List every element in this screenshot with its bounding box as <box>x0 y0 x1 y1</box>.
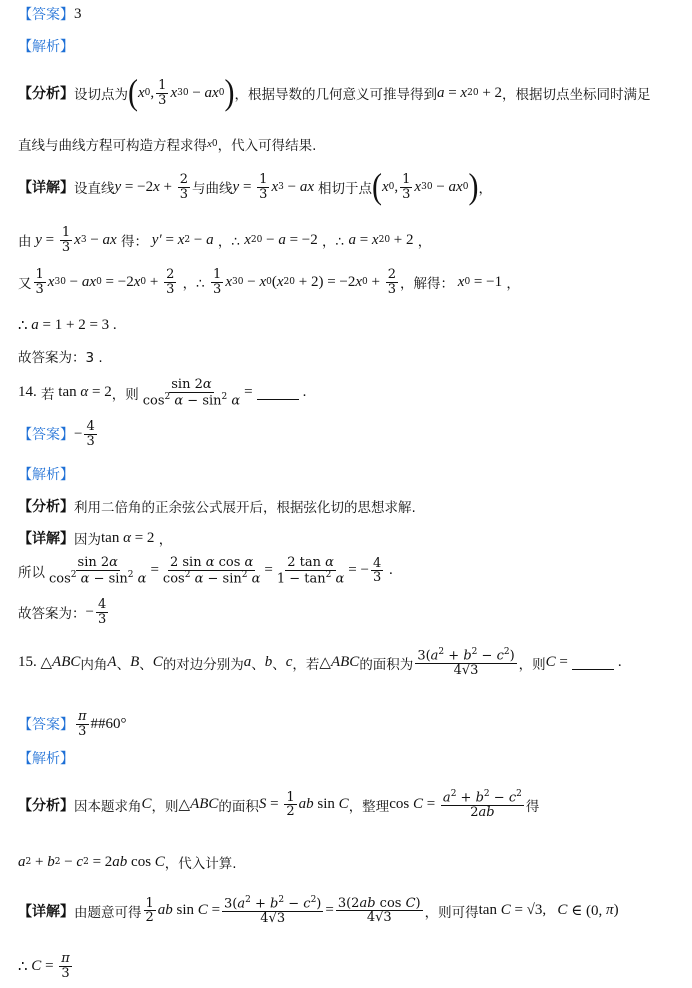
fenxi-text: ，根据切点坐标同时满足 <box>502 87 651 103</box>
xj-text: 设直线 <box>74 181 115 197</box>
fenxi-text: ，整理 <box>348 798 390 815</box>
stem-text: 内角 <box>80 656 108 673</box>
q13-fenxi-line2: 直线与曲线方程可构造方程求得 x 0 ，代入可得结果. <box>18 134 684 154</box>
stem-text: ，则 <box>111 386 139 403</box>
q15-xiangjie-line: 【详解】 由题意可得 $\frac{1}{2}$ ab sin C = $\frac{3(a^2 + b^2 - c^2)}{4√3}$ = $\frac{\text{3(2ab cos C)}}{4√3}$ ，则可得 tan C = √3, C ∈ (0, π ) <box>18 895 619 926</box>
answer-value: 3 <box>74 5 82 22</box>
xj-text: 得： <box>121 234 149 251</box>
q14-conclusion: 故答案为： − $\frac{4}{3}$ <box>18 597 107 627</box>
xiangjie-tag: 【详解】 <box>18 531 74 547</box>
q14-jiexi-line <box>18 464 684 484</box>
answer-tag: 【答案】 <box>18 427 74 444</box>
xiangjie-tag: 【详解】 <box>18 903 74 920</box>
q13-step2: 又 $\frac{1}{3}$ x 3 0 − ax 0 = −2 x 0 + $\frac{2}{3}$ ，∴ $\frac{1}{3}$ x 3 0 − x 0 ( x 2 0 + 2) = −2 x 0 + $\frac{2}{3}$ ，解得： x 0 = −1 ， <box>18 267 520 297</box>
q13-fenxi-line: 【分析】 设切点为 ( x 0 , $\frac{1}{3}$ x 3 0 − ax 0 ) ，根据导数的几何意义可推导得到 a = x 2 0 + 2 ，根据切点坐标同时满足 <box>18 72 651 113</box>
fenxi-text: ，代入计算. <box>164 856 237 872</box>
q14-fenxi-line <box>18 496 684 516</box>
xiangjie-tag: 【详解】 <box>18 180 74 196</box>
q15-stem: 15. △ ABC 内角 A 、 B 、 C 的对边分别为 a 、 b 、 c ，若 △ ABC 的面积为 $\frac{3(a^2 + b^2 - c^2)}{4√3}$ ，则 C = . <box>18 647 622 678</box>
fenxi-text: 直线与曲线方程可构造方程求得 <box>18 138 207 154</box>
xj-text: 因为 <box>74 532 101 548</box>
jiexi-tag: 【解析】 <box>18 751 74 767</box>
jiexi-tag: 【解析】 <box>18 39 74 55</box>
stem-text: 若 <box>41 386 55 403</box>
q15-jiexi-line <box>18 748 684 768</box>
fenxi-text: 因本题求角 <box>74 798 142 815</box>
xj-text: ，则可得 <box>424 904 479 921</box>
fenxi-text: ，代入可得结果. <box>217 138 317 154</box>
q14-answer-line: 【答案】 − $\frac{4}{3}$ <box>18 419 95 449</box>
fenxi-tag: 【分析】 <box>18 797 74 814</box>
xj-text: 又 <box>18 276 32 293</box>
answer-blank <box>257 385 299 400</box>
q15-result: ∴ C = $\frac{\pi}{3}$ <box>18 951 70 981</box>
q13-answer-line <box>18 4 684 24</box>
stem-text: ，则 <box>518 656 546 673</box>
stem-text: ，若 <box>292 656 320 673</box>
stem-text: 的面积为 <box>359 656 414 673</box>
fenxi-text: 设切点为 <box>74 87 128 103</box>
fenxi-text: 的面积 <box>218 798 259 815</box>
q14-step: 所以 $\frac{\sin 2\alpha}{\cos^2 \alpha - \sin^2 \alpha}$ = $\frac{\text{2 sin α cos α}}{\cos^2 \alpha - \sin^2 \alpha}$ = $\frac{\text{2 tan α}}{1 - \tan^2 \alpha}$ = − $\frac{4}{3}$ . <box>18 555 393 586</box>
xj-text: 由题意可得 <box>74 904 142 921</box>
fenxi-text: ，根据导数的几何意义可推导得到 <box>234 87 437 103</box>
q13-conclusion <box>18 346 684 366</box>
fenxi-tag: 【分析】 <box>18 86 74 102</box>
question-number: 15. <box>18 654 37 671</box>
conclusion-text: 故答案为： <box>18 606 86 623</box>
q15-fenxi-line: 【分析】 因本题求角 C ，则 △ ABC 的面积 S = $\frac{1}{2}$ ab sin C ，整理 cos C = $\frac{a^2 + b^2 - c^2}{2ab}$ 得 <box>18 789 540 820</box>
fenxi-text: 得 <box>525 798 540 815</box>
q15-fenxi-line2: a 2 + b 2 − c 2 = 2 ab cos C ，代入计算. <box>18 853 237 872</box>
question-number: 14. <box>18 384 37 401</box>
jiexi-tag: 【解析】 <box>18 467 74 483</box>
xj-text: 所以 <box>18 564 45 581</box>
conclusion-text: 故答案为：3 . <box>18 350 103 366</box>
stem-text: 的对边分别为 <box>162 656 244 673</box>
xj-text: 由 <box>18 234 32 251</box>
q14-stem: 14. 若 tan α = 2 ，则 $\frac{\sin 2\alpha}{\cos^2 \alpha - \sin^2 \alpha}$ = . <box>18 377 307 408</box>
xj-text: 与曲线 <box>192 181 233 197</box>
fenxi-tag: 【分析】 <box>18 499 74 515</box>
fenxi-text: 利用二倍角的正余弦公式展开后，根据弦化切的思想求解. <box>74 500 416 516</box>
q13-step1: 由 y = $\frac{1}{3}$ x 3 − ax 得： y′ = x 2 − a ，∴ x 2 0 − a = −2 ，∴ a = x 2 0 + 2 ， <box>18 225 432 255</box>
q13-xiangjie-line: 【详解】 设直线 y = −2 x + $\frac{2}{3}$ 与曲线 y = $\frac{1}{3}$ x 3 − ax 相切于点 ( x 0 , $\frac{1}{3}$ x 3 0 − ax 0 ) ， <box>18 166 492 207</box>
fenxi-text: ，则 <box>151 798 179 815</box>
answer-tag: 【答案】 <box>18 7 74 23</box>
xj-text: ，解得： <box>400 276 455 293</box>
q13-step3: ∴ a = 1 + 2 = 3 . <box>18 317 117 334</box>
answer-blank <box>572 655 614 670</box>
xj-text: 相切于点 <box>317 181 372 197</box>
q15-answer-line: 【答案】 $\frac{\pi}{3}$ ## 60° <box>18 709 127 739</box>
q13-jiexi-line <box>18 36 684 56</box>
answer-degree: 60° <box>105 715 127 732</box>
answer-tag: 【答案】 <box>18 717 74 734</box>
q14-xiangjie-line: 【详解】 因为 tan α = 2 ， <box>18 529 173 548</box>
answer-separator: ## <box>90 715 106 732</box>
